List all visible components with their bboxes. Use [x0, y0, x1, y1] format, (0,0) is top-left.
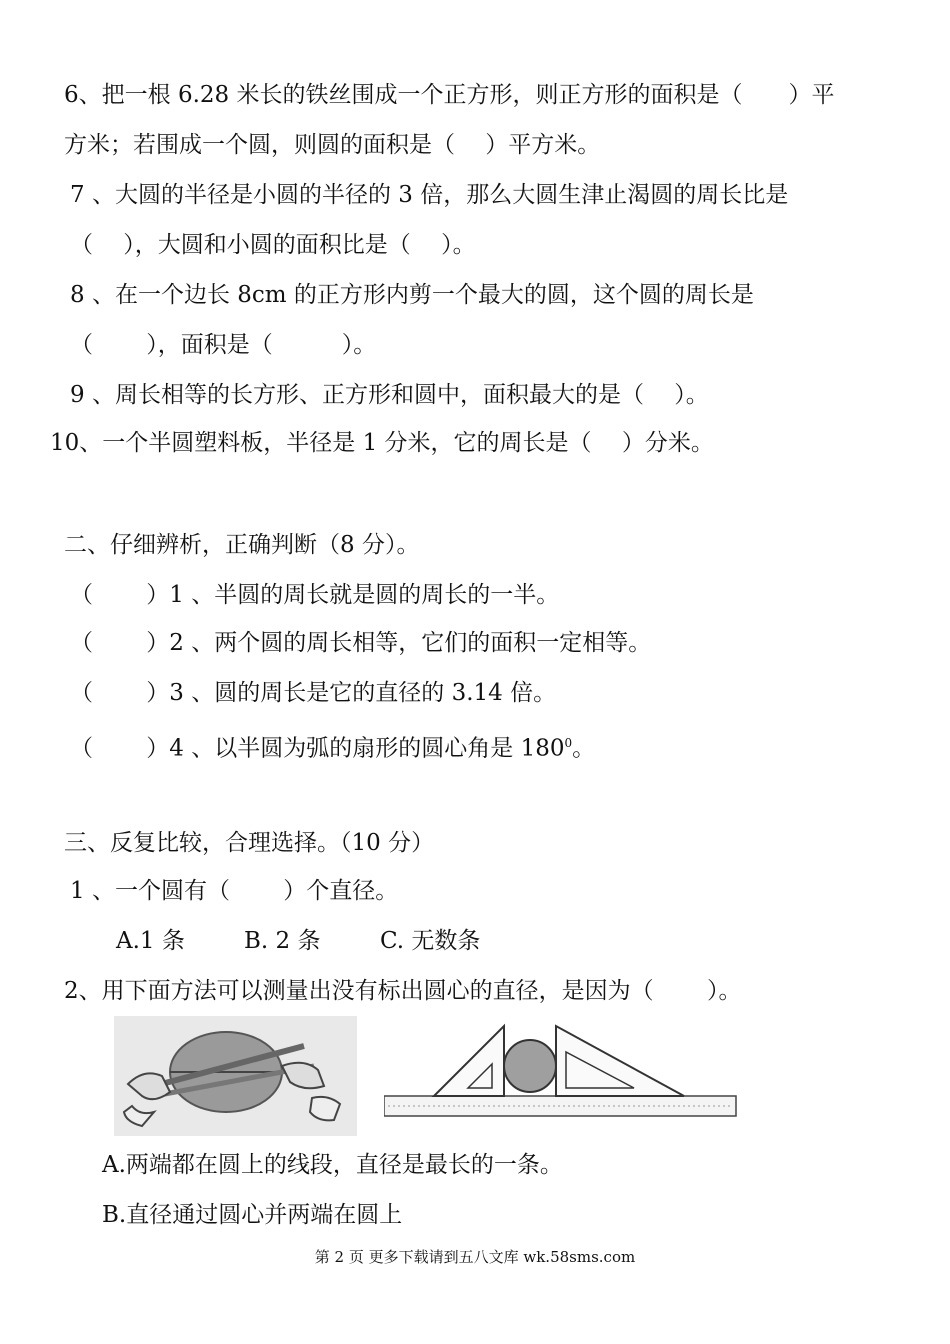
- question-8-line-1: 8 、在一个边长 8cm 的正方形内剪一个最大的圆，这个圆的周长是: [70, 282, 754, 308]
- choice-question-2: 2、用下面方法可以测量出没有标出圆心的直径，是因为（ ）。: [64, 978, 742, 1004]
- circle-measure-figure-triangles: [384, 1022, 740, 1126]
- section-3-heading: 三、反复比较，合理选择。（10 分）: [64, 830, 435, 856]
- choice-question-1: 1 、一个圆有（ ）个直径。: [70, 878, 399, 904]
- judge-item-4-text: （ ）4 、以半圆为弧的扇形的圆心角是 180: [70, 735, 565, 762]
- choice-option-b: B. 2 条: [244, 928, 321, 954]
- page-footer: 第 2 页 更多下载请到五八文库 wk.58sms.com: [314, 1248, 636, 1266]
- question-8-line-2: （ ），面积是（ ）。: [70, 332, 377, 358]
- judge-item-2: （ ）2 、两个圆的周长相等，它们的面积一定相等。: [70, 630, 652, 656]
- question-6-line-2: 方米；若围成一个圆，则圆的面积是（ ）平方米。: [64, 132, 601, 158]
- question-9: 9 、周长相等的长方形、正方形和圆中，面积最大的是（ ）。: [70, 382, 709, 408]
- circle-measure-figure-hands: [114, 1016, 357, 1136]
- degree-superscript: 0: [564, 736, 573, 750]
- choice-q2-option-b: B.直径通过圆心并两端在圆上: [102, 1202, 403, 1228]
- question-10: 10、一个半圆塑料板，半径是 1 分米，它的周长是（ ）分米。: [50, 430, 714, 456]
- question-6-line-1: 6、把一根 6.28 米长的铁丝围成一个正方形，则正方形的面积是（ ）平: [64, 82, 835, 108]
- question-7-line-1: 7 、大圆的半径是小圆的半径的 3 倍，那么大圆生津止渴圆的周长比是: [70, 182, 789, 208]
- choice-q2-option-a: A.两端都在圆上的线段，直径是最长的一条。: [102, 1152, 563, 1178]
- question-7-line-2: （ ），大圆和小圆的面积比是（ ）。: [70, 232, 476, 258]
- judge-item-3: （ ）3 、圆的周长是它的直径的 3.14 倍。: [70, 680, 557, 706]
- judge-item-4: [70, 728, 595, 764]
- choice-option-a: A.1 条: [116, 928, 185, 954]
- judge-item-4-end: 。: [572, 735, 596, 762]
- judge-item-1: （ ）1 、半圆的周长就是圆的周长的一半。: [70, 582, 560, 608]
- choice-option-c: C. 无数条: [380, 928, 481, 954]
- section-2-heading: 二、仔细辨析，正确判断（8 分）。: [64, 532, 420, 558]
